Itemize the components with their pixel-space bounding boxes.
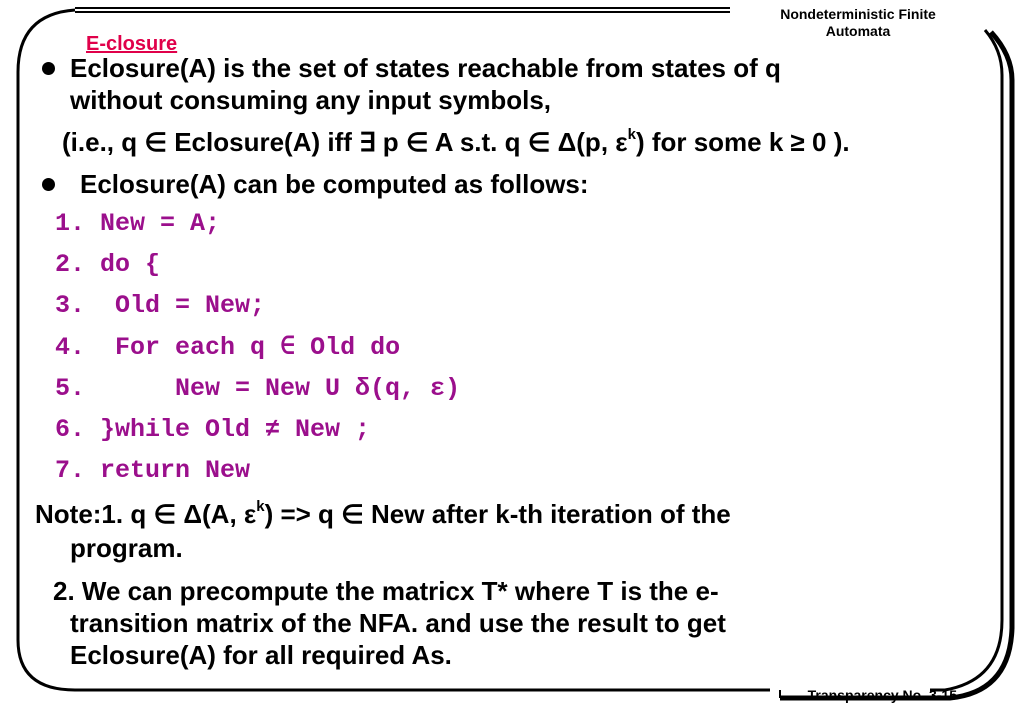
code-line-1: 1. New = A; (55, 209, 221, 238)
bullet-1-definition (62, 126, 850, 158)
note-2-line-2: transition matrix of the NFA. and use the result to get (70, 608, 726, 638)
slide-title: E-closure (86, 33, 178, 55)
course-header (742, 6, 974, 40)
course-title-line2: Automata (825, 23, 891, 39)
code-line-3: 3. Old = New; (55, 291, 266, 320)
transparency-number: Transparency No. 3-15 (807, 687, 957, 703)
bullet-1-line-1: Eclosure(A) is the set of states reachable from states of q (70, 53, 781, 83)
definition-text: (i.e., q ∈ Eclosure(A) iff ∃ p ∈ A s.t. q ∈ Δ(p, ε (62, 127, 628, 157)
note-2-line-1: 2. We can precompute the matricx T* where T is the e- (53, 576, 719, 606)
note-1 (35, 498, 731, 530)
bullet-2: Eclosure(A) can be computed as follows: (80, 169, 589, 199)
code-line-4: 4. For each q ∈ Old do (55, 333, 401, 362)
bullet-dot-2 (42, 178, 55, 191)
definition-text-end: ) for some k ≥ 0 ). (635, 127, 850, 157)
course-title-line1: Nondeterministic Finite (780, 6, 936, 22)
code-line-6: 6. }while Old ≠ New ; (55, 415, 371, 444)
code-line-2: 2. do { (55, 250, 161, 279)
note-1-superscript: k (256, 498, 265, 516)
bullet-1-line-2: without consuming any input symbols, (70, 85, 552, 115)
definition-superscript: k (627, 126, 636, 144)
note-1-line-2: program. (70, 533, 183, 563)
note-1-text-end: ) => q ∈ New after k-th iteration of the (264, 499, 731, 529)
code-line-7: 7. return New (55, 456, 251, 485)
code-line-5: 5. New = New U δ(q, ε) (55, 374, 461, 403)
note-1-text: Note:1. q ∈ Δ(A, ε (35, 499, 257, 529)
bullet-dot-1 (42, 62, 55, 75)
note-2-line-3: Eclosure(A) for all required As. (70, 640, 452, 670)
